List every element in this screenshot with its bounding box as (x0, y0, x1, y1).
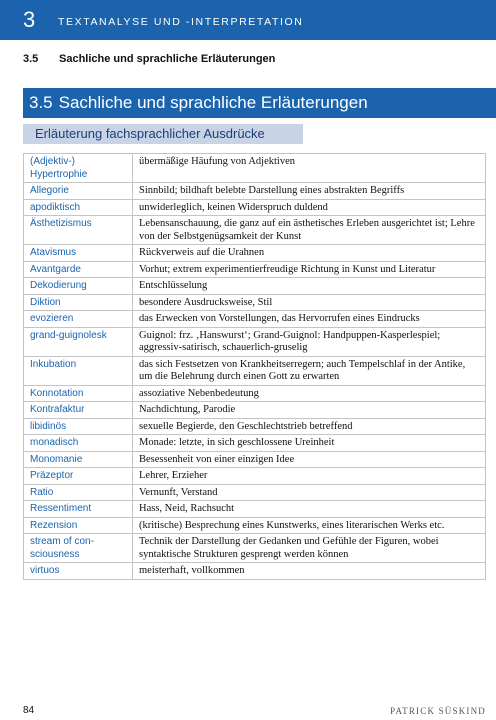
glossary-row (24, 261, 486, 278)
glossary-definition: Besessenheit von einer einzigen Idee (133, 451, 486, 468)
glossary-term: evozieren (24, 311, 133, 328)
glossary-row (24, 435, 486, 452)
author-name: PATRICK SÜSKIND (390, 706, 486, 716)
chapter-title: TEXTANALYSE UND -INTERPRETATION (58, 16, 304, 28)
glossary-row (24, 402, 486, 419)
glossary-term: stream of con-sciousness (24, 534, 133, 563)
glossary-definition: Guignol: frz. ‚Hanswurst‘; Grand-Guignol: Handpuppen-Kasperlespiel; aggressiv-satirisch, schauerlich-gruselig (133, 327, 486, 356)
glossary-definition: besondere Ausdrucksweise, Stil (133, 294, 486, 311)
glossary-term: apodiktisch (24, 199, 133, 216)
glossary-definition: Nachdichtung, Parodie (133, 402, 486, 419)
glossary-term: Kontrafaktur (24, 402, 133, 419)
glossary-term: Präzeptor (24, 468, 133, 485)
section-title: Sachliche und sprachliche Erläuterungen (58, 93, 368, 112)
glossary-row (24, 294, 486, 311)
glossary-definition: (kritische) Besprechung eines Kunstwerks, eines literarischen Werks etc. (133, 517, 486, 534)
glossary-row (24, 199, 486, 216)
glossary-term: Diktion (24, 294, 133, 311)
glossary-definition: Entschlüsselung (133, 278, 486, 295)
glossary-row (24, 183, 486, 200)
glossary-row (24, 451, 486, 468)
glossary-definition: unwiderleglich, keinen Widerspruch duldend (133, 199, 486, 216)
glossary-definition: Lebensanschauung, die ganz auf ein ästhetisches Erleben ausgerichtet ist; Lehre von der Selbstgenügsamkeit der Kunst (133, 216, 486, 245)
running-section-title: Sachliche und sprachliche Erläuterungen (59, 53, 276, 65)
glossary-definition: Rückverweis auf die Urahnen (133, 245, 486, 262)
glossary-term: Inkubation (24, 356, 133, 385)
glossary-definition: Lehrer, Erzieher (133, 468, 486, 485)
subsection-title: Erläuterung fachsprachlicher Ausdrücke (23, 124, 303, 144)
glossary-row (24, 311, 486, 328)
glossary-definition: meisterhaft, vollkommen (133, 563, 486, 580)
glossary-definition: Vorhut; extrem experimentierfreudige Richtung in Kunst und Literatur (133, 261, 486, 278)
glossary-definition: sexuelle Begierde, den Geschlechtstrieb betreffend (133, 418, 486, 435)
glossary-term: libidinös (24, 418, 133, 435)
running-subheader (23, 53, 275, 65)
glossary-term: Ästhetizismus (24, 216, 133, 245)
glossary-term: Dekodierung (24, 278, 133, 295)
glossary-row (24, 418, 486, 435)
glossary-row (24, 385, 486, 402)
glossary-row (24, 216, 486, 245)
glossary-term: Ressentiment (24, 501, 133, 518)
glossary-row (24, 356, 486, 385)
glossary-row (24, 468, 486, 485)
glossary-term: Avantgarde (24, 261, 133, 278)
glossary-row (24, 501, 486, 518)
running-section-number: 3.5 (23, 53, 39, 65)
glossary-row (24, 154, 486, 183)
page-number: 84 (23, 705, 35, 716)
glossary-term: Rezension (24, 517, 133, 534)
glossary-definition: assoziative Nebenbedeutung (133, 385, 486, 402)
glossary-term: Ratio (24, 484, 133, 501)
section-number: 3.5 (29, 93, 53, 112)
glossary-definition: Vernunft, Verstand (133, 484, 486, 501)
glossary-term: Monomanie (24, 451, 133, 468)
glossary-definition: Sinnbild; bildhaft belebte Darstellung eines abstrakten Begriffs (133, 183, 486, 200)
glossary-row (24, 534, 486, 563)
glossary-row (24, 563, 486, 580)
glossary-row (24, 245, 486, 262)
glossary-definition: Monade: letzte, in sich geschlossene Ureinheit (133, 435, 486, 452)
glossary-definition: Technik der Darstellung der Gedanken und Gefühle der Figuren, wobei syntaktische Strukturen gesprengt werden können (133, 534, 486, 563)
glossary-definition: übermäßige Häufung von Adjektiven (133, 154, 486, 183)
glossary-definition: das Erwecken von Vorstellungen, das Hervorrufen eines Eindrucks (133, 311, 486, 328)
glossary-table (23, 153, 486, 580)
glossary-term: Allegorie (24, 183, 133, 200)
glossary-definition: Hass, Neid, Rachsucht (133, 501, 486, 518)
glossary-term: virtuos (24, 563, 133, 580)
chapter-number: 3 (23, 7, 36, 32)
glossary-term: monadisch (24, 435, 133, 452)
glossary-row (24, 278, 486, 295)
glossary-row (24, 484, 486, 501)
glossary-row (24, 327, 486, 356)
glossary-term: (Adjektiv-) Hypertrophie (24, 154, 133, 183)
glossary-term: Konnotation (24, 385, 133, 402)
glossary-definition: das sich Festsetzen von Krankheitserregern; auch Tempelschlaf in der Antike, um die Belehrung durch einen Gott zu erwarten (133, 356, 486, 385)
glossary-term: grand-guignolesk (24, 327, 133, 356)
glossary-row (24, 517, 486, 534)
chapter-header-bar (0, 0, 496, 40)
glossary-term: Atavismus (24, 245, 133, 262)
section-title-bar (23, 88, 496, 118)
